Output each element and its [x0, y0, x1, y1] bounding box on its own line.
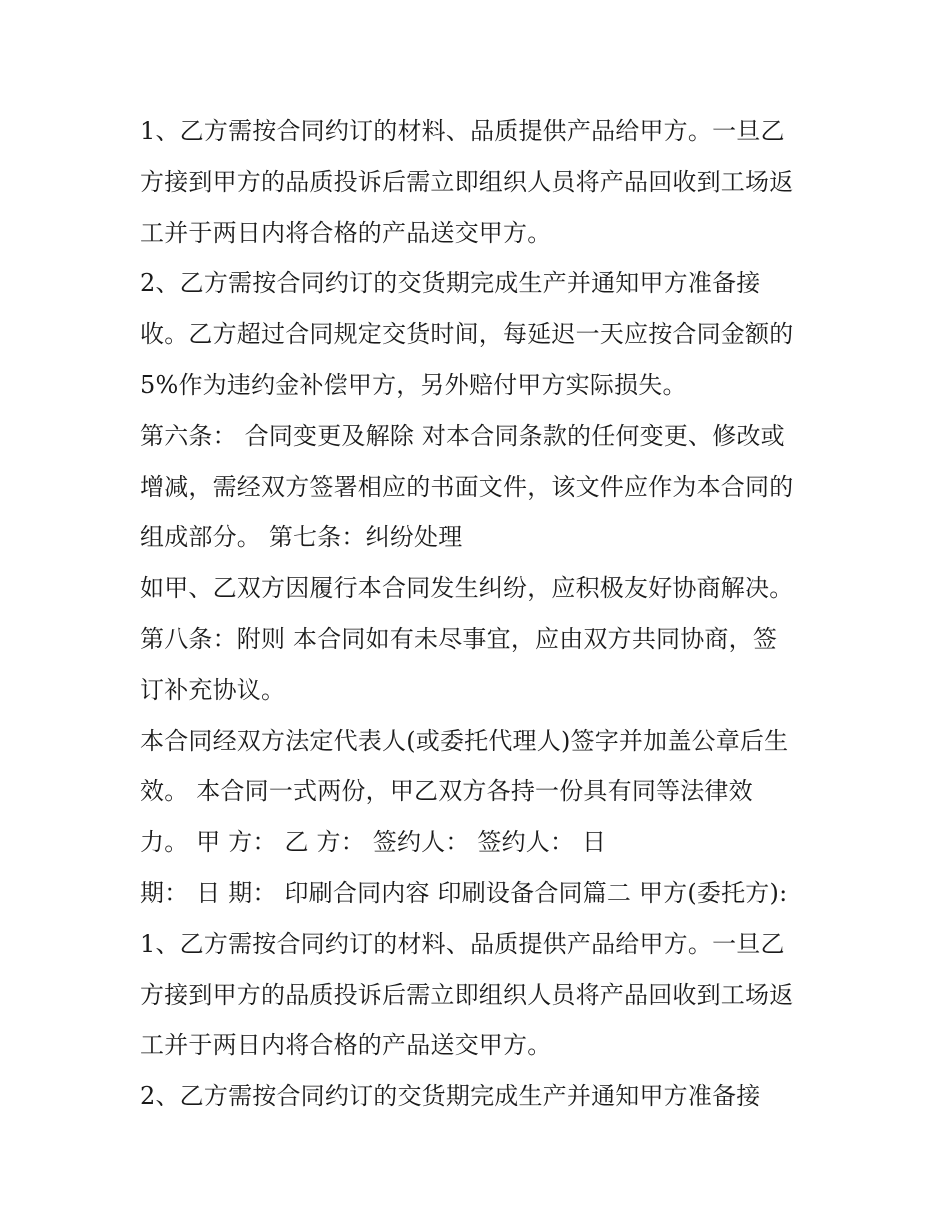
contract-text	[140, 106, 830, 1122]
text-line: 效。 本合同一式两份，甲乙双方各持一份具有同等法律效	[140, 777, 753, 806]
text-line: 订补充协议。	[140, 675, 286, 704]
text-line: 力。 甲 方： 乙 方： 签约人： 签约人： 日	[140, 828, 607, 857]
text-line: 2、乙方需按合同约订的交货期完成生产并通知甲方准备接	[140, 1082, 761, 1111]
text-line: 1、乙方需按合同约订的材料、品质提供产品给甲方。一旦乙	[140, 929, 785, 958]
text-line: 1、乙方需按合同约订的材料、品质提供产品给甲方。一旦乙	[140, 117, 785, 145]
text-line: 本合同经双方法定代表人(或委托代理人)签字并加盖公章后生	[140, 726, 789, 755]
text-line: 组成部分。 第七条：纠纷处理	[140, 523, 463, 552]
text-line: 方接到甲方的品质投诉后需立即组织人员将产品回收到工场返	[140, 167, 794, 196]
text-line: 2、乙方需按合同约订的交货期完成生产并通知甲方准备接	[140, 269, 761, 298]
text-line: 增减，需经双方签署相应的书面文件，该文件应作为本合同的	[140, 472, 794, 501]
text-line: 第六条： 合同变更及解除 对本合同条款的任何变更、修改或	[140, 421, 785, 450]
text-line: 如甲、乙双方因履行本合同发生纠纷，应积极友好协商解决。	[140, 574, 794, 603]
text-line: 工并于两日内将合格的产品送交甲方。	[140, 218, 552, 247]
text-line: 期： 日 期： 印刷合同内容 印刷设备合同篇二 甲方(委托方):	[140, 878, 788, 907]
text-line: 收。乙方超过合同规定交货时间，每延迟一天应按合同金额的	[140, 320, 794, 349]
text-line: 第八条：附则 本合同如有未尽事宜，应由双方共同协商，签	[140, 624, 778, 653]
text-line: 5%作为违约金补偿甲方，另外赔付甲方实际损失。	[140, 370, 687, 399]
text-line: 工并于两日内将合格的产品送交甲方。	[140, 1031, 552, 1060]
text-line: 方接到甲方的品质投诉后需立即组织人员将产品回收到工场返	[140, 980, 794, 1009]
